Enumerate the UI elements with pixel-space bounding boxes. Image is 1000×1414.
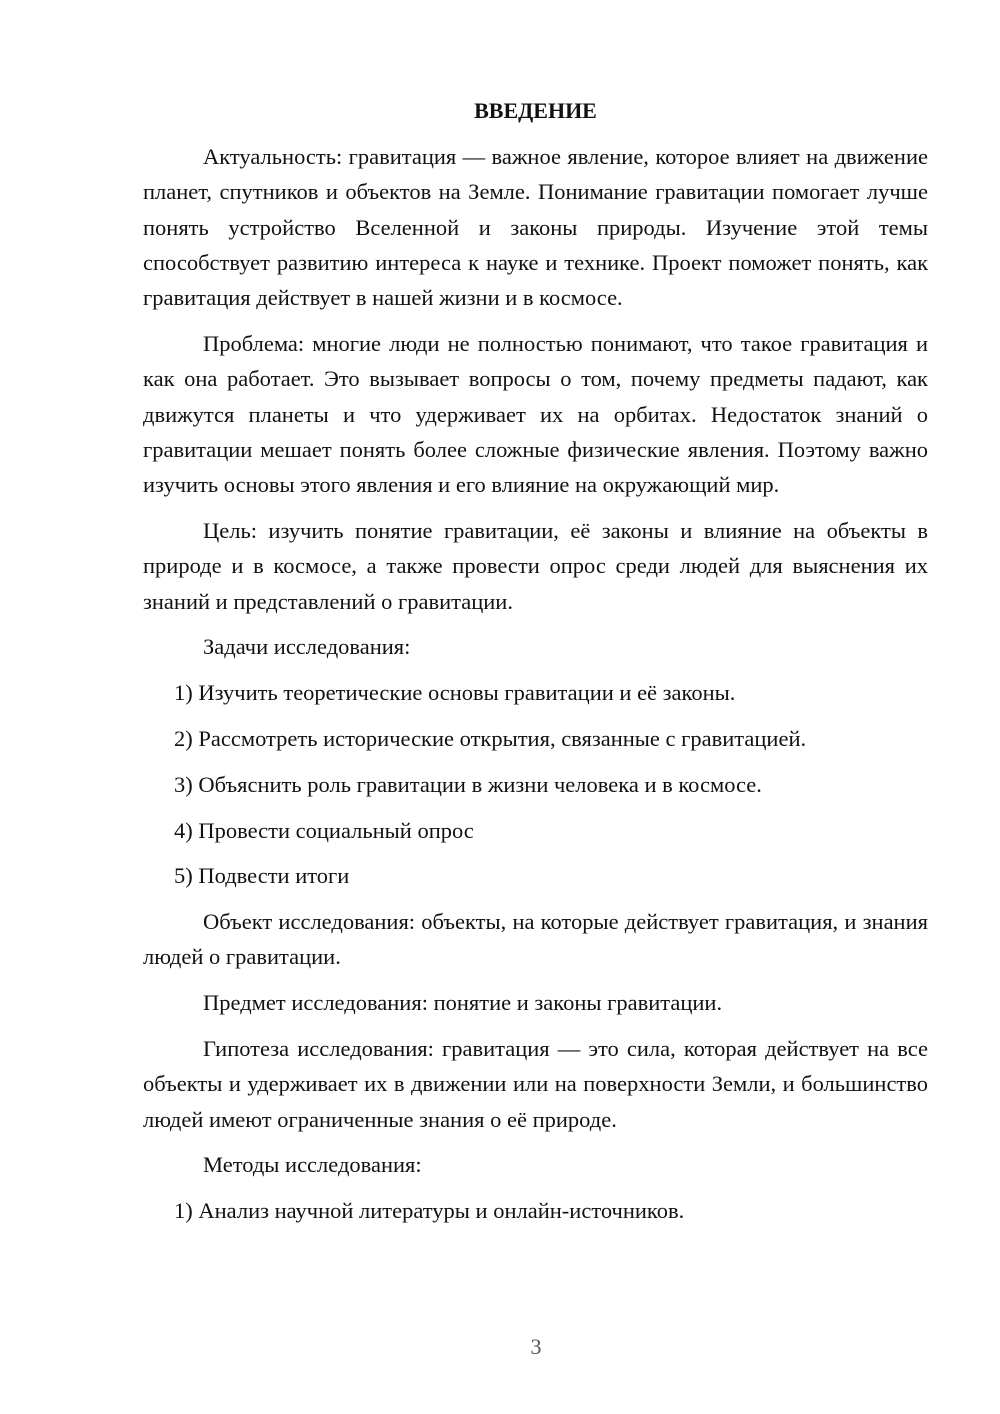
object-paragraph: Объект исследования: объекты, на которые действует гравитация, и знания людей о гравитации. xyxy=(143,909,928,970)
task-item-4: 4) Провести социальный опрос xyxy=(174,817,474,843)
relevance-paragraph: Актуальность: гравитация — важное явление, которое влияет на движение планет, спутников и объектов на Земле. Понимание гравитации помогает лучше понять устройство Вселенной и законы природы. Изучение этой темы способствует развитию интереса к науке и технике. Проект поможет понять, как гравитация действует в нашей жизни и в космосе. xyxy=(143,144,928,311)
tasks-heading: Задачи исследования: xyxy=(203,634,411,660)
task-item-1: 1) Изучить теоретические основы гравитации и её законы. xyxy=(174,680,736,706)
document-heading: ВВЕДЕНИЕ xyxy=(474,98,597,123)
methods-heading: Методы исследования: xyxy=(203,1152,422,1178)
method-item-1: 1) Анализ научной литературы и онлайн-источников. xyxy=(174,1198,685,1224)
goal-paragraph: Цель: изучить понятие гравитации, её законы и влияние на объекты в природе и в космосе, а также провести опрос среди людей для выяснения их знаний и представлений о гравитации. xyxy=(143,517,928,614)
task-item-5: 5) Подвести итоги xyxy=(174,863,350,889)
page-number: 3 xyxy=(530,1334,542,1359)
document-page xyxy=(143,96,928,1239)
task-item-2: 2) Рассмотреть исторические открытия, связанные с гравитацией. xyxy=(174,725,807,751)
task-item-3: 3) Объяснить роль гравитации в жизни человека и в космосе. xyxy=(174,771,762,797)
subject-paragraph: Предмет исследования: понятие и законы гравитации. xyxy=(203,990,723,1016)
problem-paragraph: Проблема: многие люди не полностью понимают, что такое гравитация и как она работает. Это вызывает вопросы о том, почему предметы падают, как движутся планеты и что удерживает их на орбитах. Недостаток знаний о гравитации мешает понять более сложные физические явления. Поэтому важно изучить основы этого явления и его влияние на окружающий мир. xyxy=(143,330,928,498)
hypothesis-paragraph: Гипотеза исследования: гравитация — это сила, которая действует на все объекты и удерживает их в движении или на поверхности Земли, и большинство людей имеют ограниченные знания о её природе. xyxy=(143,1036,928,1132)
